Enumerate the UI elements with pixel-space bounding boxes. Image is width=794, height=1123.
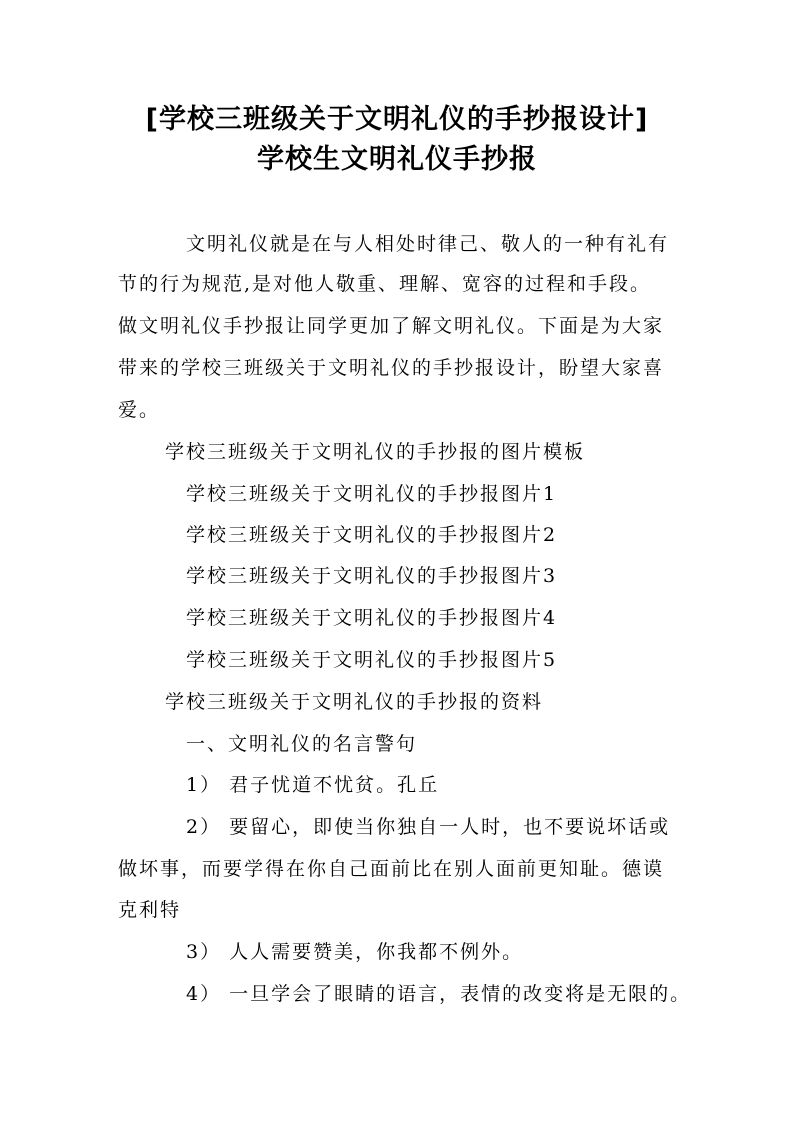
quote-2-line-3: 克利特 [118, 899, 182, 921]
quote-3: 3） 人人需要赞美，你我都不例外。 [186, 941, 524, 963]
image-caption-5: 学校三班级关于文明礼仪的手抄报图片5 [186, 649, 558, 671]
image-caption-4: 学校三班级关于文明礼仪的手抄报图片4 [186, 607, 558, 629]
image-caption-2: 学校三班级关于文明礼仪的手抄报图片2 [186, 524, 558, 546]
quote-4: 4） 一旦学会了眼睛的语言，表情的改变将是无限的。 [186, 983, 692, 1005]
intro-line-5: 爱。 [118, 399, 161, 421]
intro-line-4: 带来的学校三班级关于文明礼仪的手抄报设计，盼望大家喜 [118, 357, 665, 379]
quote-2-line-1: 2） 要留心，即使当你独自一人时，也不要说坏话或 [186, 816, 671, 838]
document-title-line-1: [学校三班级关于文明礼仪的手抄报设计] [145, 104, 649, 135]
material-heading: 学校三班级关于文明礼仪的手抄报的资料 [165, 691, 544, 713]
quote-2-line-2: 做坏事，而要学得在你自己面前比在别人面前更知耻。德谟 [118, 858, 665, 880]
intro-line-2: 节的行为规范,是对他人敬重、理解、宽容的过程和手段。 [118, 273, 652, 295]
section-heading-quotes: 一、文明礼仪的名言警句 [186, 733, 418, 755]
template-heading: 学校三班级关于文明礼仪的手抄报的图片模板 [165, 441, 586, 463]
document-title-line-2: 学校生文明礼仪手抄报 [257, 144, 537, 175]
intro-line-3: 做文明礼仪手抄报让同学更加了解文明礼仪。下面是为大家 [118, 315, 665, 337]
intro-line-1: 文明礼仪就是在与人相处时律己、敬人的一种有礼有 [186, 233, 670, 255]
quote-1: 1） 君子忧道不忧贫。孔丘 [186, 774, 440, 796]
image-caption-1: 学校三班级关于文明礼仪的手抄报图片1 [186, 483, 558, 505]
image-caption-3: 学校三班级关于文明礼仪的手抄报图片3 [186, 565, 558, 587]
